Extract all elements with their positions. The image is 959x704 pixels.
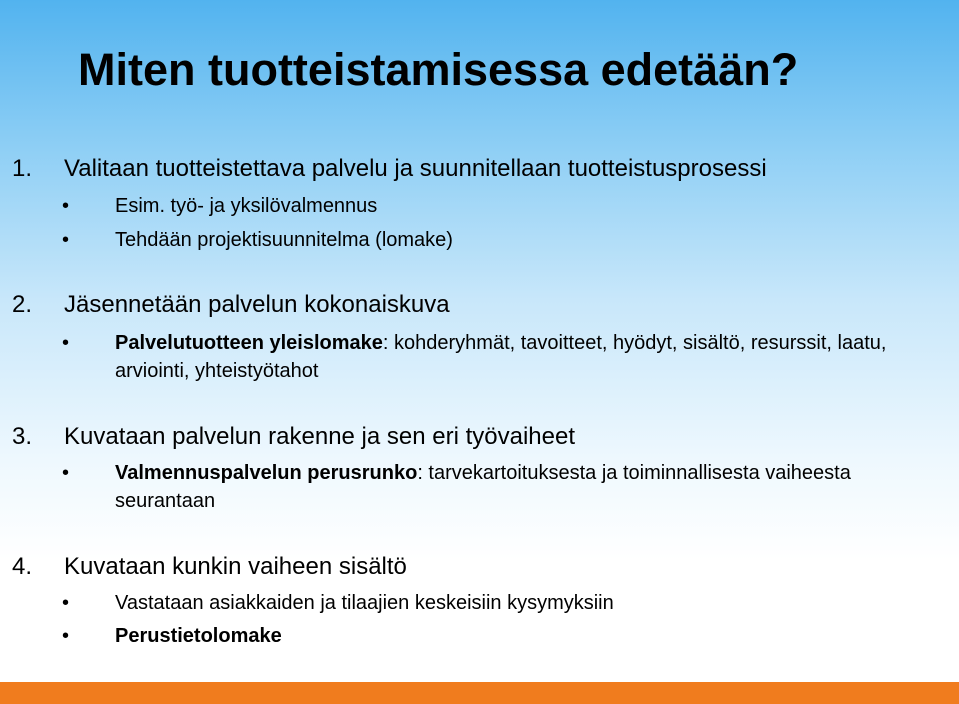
list-item-text: Esim. työ- ja yksilövalmennus <box>115 195 378 217</box>
list-item-bold: Palvelutuotteen yleislomake <box>115 332 383 354</box>
section-number: 1. <box>12 155 33 182</box>
list-item <box>115 622 282 650</box>
list-item <box>115 459 945 515</box>
slide-title: Miten tuotteistamisessa edetään? <box>78 44 799 95</box>
list-item <box>115 192 377 220</box>
list-item-bold: Valmennuspalvelun perusrunko <box>115 462 418 484</box>
list-item-text: Vastataan asiakkaiden ja tilaajien keskeisiin kysymyksiin <box>115 592 614 614</box>
section-heading-text: Jäsennetään palvelun kokonaiskuva <box>64 291 450 318</box>
section-heading <box>0 154 959 184</box>
footer-bar <box>0 682 959 704</box>
bullet-icon: • <box>62 229 70 251</box>
section-number: 2. <box>12 291 33 318</box>
list-item-text: : tarvekartoituksesta ja toiminnallisesta vaiheesta seurantaan <box>115 462 851 512</box>
section-number: 3. <box>12 423 33 450</box>
section-heading <box>0 422 959 452</box>
bullet-icon: • <box>62 625 70 647</box>
section-heading <box>0 552 959 582</box>
section-heading-text: Valitaan tuotteistettava palvelu ja suunnitellaan tuotteistusprosessi <box>64 155 767 182</box>
list-item-text: : kohderyhmät, tavoitteet, hyödyt, sisältö, resurssit, laatu, arviointi, yhteistyötahot <box>115 332 887 382</box>
section-number: 4. <box>12 553 33 580</box>
bullet-icon: • <box>62 462 70 484</box>
list-item <box>115 226 453 254</box>
bullet-icon: • <box>62 332 70 354</box>
section-heading <box>0 290 959 320</box>
bullet-icon: • <box>62 195 70 217</box>
list-item-text: Tehdään projektisuunnitelma (lomake) <box>115 229 453 251</box>
bullet-icon: • <box>62 592 70 614</box>
section-heading-text: Kuvataan palvelun rakenne ja sen eri työvaiheet <box>64 423 576 450</box>
list-item <box>115 329 945 385</box>
list-item-bold: Perustietolomake <box>115 625 282 647</box>
section-heading-text: Kuvataan kunkin vaiheen sisältö <box>64 553 407 580</box>
list-item <box>115 589 614 617</box>
